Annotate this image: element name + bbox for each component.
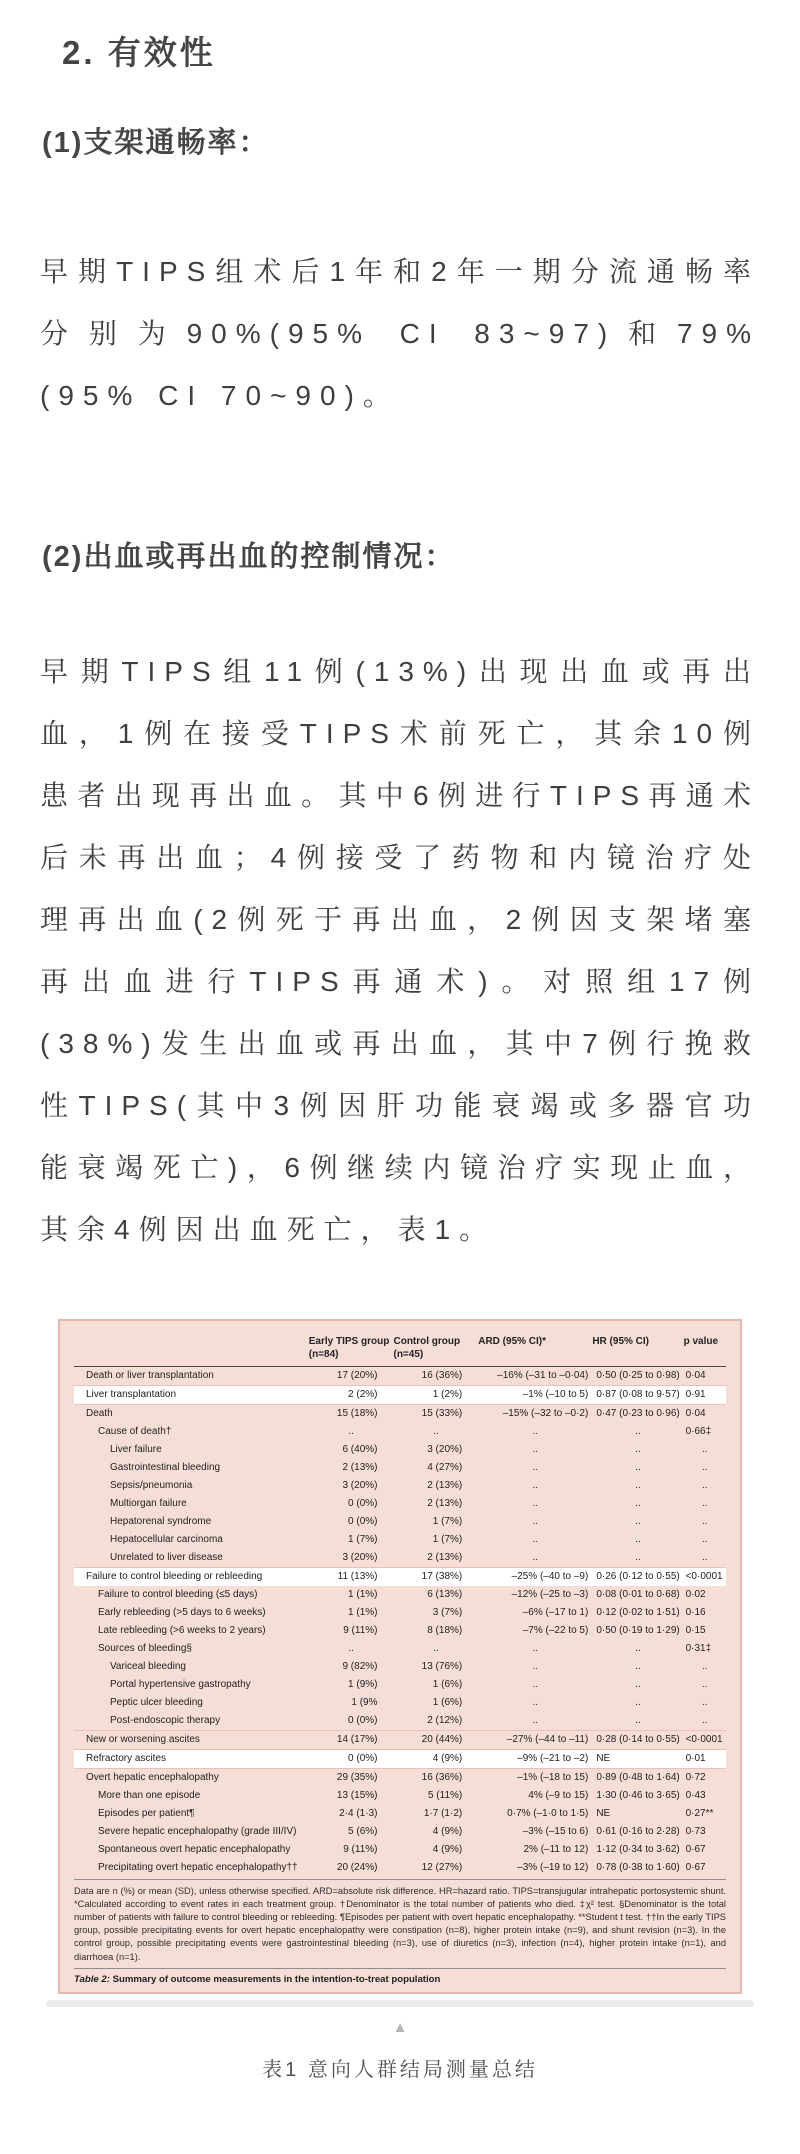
row-label: Precipitating overt hepatic encephalopathy†† [98,1862,298,1874]
table-row [74,1805,726,1823]
paragraph-bleeding-control: 早期TIPS组11例(13%)出现出血或再出血，1例在接受TIPS术前死亡，其余10例患者出现再出血。其中6例进行TIPS再通术后未再出血；4例接受了药物和内镜治疗处理再出血(2例死于再出血，2例因支架堵塞再出血进行TIPS再通术)。对照组17例(38%)发生出血或再出血，其中7例行挽救性TIPS(其中3例因肝功能衰竭或多器官功能衰竭死亡)，6例继续内镜治疗实现止血，其余4例因出血死亡，表1。 [40,656,760,1246]
table-row [74,1749,726,1768]
table-row [74,1622,726,1640]
table-cell: .. [635,1697,641,1709]
table-cell: .. [532,1426,539,1438]
table-cell: 0·27** [685,1808,714,1820]
table-cell: 0·66‡ [685,1426,712,1438]
table-cell: 0 (0%) [348,1516,378,1528]
row-label: Liver failure [110,1444,162,1456]
paragraph-patency: 早期TIPS组术后1年和2年一期分流通畅率分别为90%(95% CI 83~97)和79%(95% CI 70~90)。 [40,255,760,411]
table-cell: 0·72 [684,1768,726,1787]
table-cell: 0 (0%) [348,1715,378,1727]
table-cell: NE [596,1808,611,1820]
table-cell: 2 (13%) [427,1552,463,1564]
table-cell: 0·89 (0·48 to 1·64) [592,1768,683,1787]
table-cell: 1 (9%) [348,1679,378,1691]
table-cell: .. [702,1480,708,1492]
row-label: Unrelated to liver disease [110,1552,223,1564]
outcomes-table [74,1332,726,1877]
row-label: Severe hepatic encephalopathy (grade III/IV) [98,1826,297,1838]
row-label: Gastrointestinal bleeding [110,1462,221,1474]
table-cell: 6 (13%) [427,1589,463,1601]
table-cell: 4 (27%) [427,1462,463,1474]
table-cell: .. [635,1715,641,1727]
table-row [74,1567,726,1586]
table-row [74,1586,726,1604]
table-cell: .. [702,1444,708,1456]
table-cell: 15 (33%) [393,1404,478,1423]
table-cell: 12 (27%) [421,1862,463,1874]
row-label: Sepsis/pneumonia [110,1480,193,1492]
table-row [74,1859,726,1877]
table-cell: –1% (–10 to 5) [478,1385,592,1404]
table-row [74,1404,726,1423]
table-cell: .. [532,1516,539,1528]
table-cell: .. [635,1552,641,1564]
table-cell: 20 (24%) [336,1862,378,1874]
table-row [74,1423,726,1441]
table-cell: 13 (15%) [336,1790,378,1802]
col-header-3: ARD (95% CI)* [478,1332,592,1366]
table-cell: 14 (17%) [309,1730,394,1749]
col-header-1: Early TIPS group (n=84) [309,1332,394,1366]
table-cell: 0·67 [685,1844,706,1856]
row-label: More than one episode [98,1790,201,1802]
table-cell: 3 (20%) [342,1552,378,1564]
table-cell: .. [702,1534,708,1546]
table-cell: 2 (13%) [427,1480,463,1492]
table-cell: .. [702,1697,708,1709]
table-cell: 1·12 (0·34 to 3·62) [596,1844,680,1856]
table-cell: –7% (–22 to 5) [522,1625,589,1637]
table-cell: .. [348,1426,354,1438]
collapse-row [40,2019,760,2037]
table-number-label: Table 2: [74,1973,110,1985]
table-cell: .. [433,1643,439,1655]
row-label: Peptic ulcer bleeding [110,1697,203,1709]
table-cell: .. [702,1661,708,1673]
table-cell: –25% (–40 to –9) [478,1567,592,1586]
table-header-row [74,1332,726,1366]
table-cell: 9 (82%) [342,1661,378,1673]
table-cell: 4 (9%) [432,1826,463,1838]
table-cell: 5 (11%) [427,1790,463,1802]
table-cell: 17 (20%) [336,1370,378,1382]
table-cell: 4 (9%) [432,1844,463,1856]
table-cell: .. [635,1534,641,1546]
table-cell: .. [532,1697,539,1709]
table-cell: –12% (–25 to –3) [511,1589,589,1601]
table-cell: 0·12 (0·02 to 1·51) [596,1607,680,1619]
table-row [74,1787,726,1805]
table-cell: .. [702,1552,708,1564]
row-label: Spontaneous overt hepatic encephalopathy [98,1844,291,1856]
table-cell: <0·0001 [684,1730,726,1749]
table-cell: 0·31‡ [685,1643,712,1655]
table-cell: 11 (13%) [309,1567,394,1586]
table-row [74,1531,726,1549]
col-header-label [74,1332,309,1366]
table-cell: 0·87 (0·08 to 9·57) [592,1385,683,1404]
table-source-caption [74,1968,726,1992]
table-cell: 0·04 [684,1404,726,1423]
article [0,33,800,2082]
table-row [74,1823,726,1841]
row-label: Hepatocellular carcinoma [110,1534,223,1546]
table-cell: –3% (–15 to 6) [522,1826,589,1838]
table-cell: .. [433,1426,439,1438]
row-label: Death or liver transplantation [86,1370,214,1382]
table-row [74,1676,726,1694]
table-cell: 0·15 [685,1625,706,1637]
table-cell: 1 (6%) [432,1697,463,1709]
table-row [74,1549,726,1568]
row-label: Failure to control bleeding (≤5 days) [98,1589,258,1601]
row-label: Refractory ascites [74,1749,309,1768]
table-cell: 0·02 [685,1589,706,1601]
table-caption-text: Summary of outcome measurements in the intention-to-treat population [109,1973,441,1985]
table-cell: 2 (13%) [342,1462,378,1474]
table-cell: 0·50 (0·19 to 1·29) [596,1625,680,1637]
table-cell: 4% (–9 to 15) [528,1790,589,1802]
table-row [74,1477,726,1495]
table-cell: 5 (6%) [348,1826,378,1838]
table-cell: 0·43 [685,1790,706,1802]
section-title: 2. 有效性 [62,34,216,71]
row-label: Liver transplantation [74,1385,309,1404]
table-cell: .. [635,1516,641,1528]
row-label: Death [74,1404,309,1423]
table-cell: .. [532,1462,539,1474]
row-label: Cause of death† [98,1426,172,1438]
table-cell: –1% (–18 to 15) [478,1768,592,1787]
col-header-2: Control group (n=45) [393,1332,478,1366]
row-label: New or worsening ascites [74,1730,309,1749]
figure-caption: 表1 意向人群结局测量总结 [262,2058,538,2081]
table-cell: 16 (36%) [393,1768,478,1787]
table-cell: 6 (40%) [342,1444,378,1456]
table-cell: 0·50 (0·25 to 0·98) [596,1370,680,1382]
table-cell: 1 (7%) [432,1516,463,1528]
table-cell: 15 (18%) [309,1404,394,1423]
col-header-4: HR (95% CI) [592,1332,683,1366]
table-cell: .. [532,1480,539,1492]
table-row [74,1495,726,1513]
table-cell: .. [532,1679,539,1691]
table-row [74,1658,726,1676]
table-cell: 20 (44%) [393,1730,478,1749]
table-cell: .. [532,1715,539,1727]
table-cell: .. [532,1661,539,1673]
table-row [74,1604,726,1622]
table-cell: 1 (6%) [432,1679,463,1691]
table-cell: 9 (11%) [343,1844,378,1856]
table-cell: .. [702,1498,708,1510]
row-label: Overt hepatic encephalopathy [74,1768,309,1787]
row-label: Episodes per patient¶ [98,1808,195,1820]
row-label: Sources of bleeding§ [98,1643,192,1655]
table-cell: –15% (–32 to –0·2) [478,1404,592,1423]
table-cell: 13 (76%) [421,1661,463,1673]
table-row [74,1459,726,1477]
table-cell: .. [532,1552,539,1564]
table-cell: 17 (38%) [393,1567,478,1586]
table-cell: .. [532,1498,539,1510]
table-cell: 0·01 [684,1749,726,1768]
table-row [74,1513,726,1531]
table-row [74,1640,726,1658]
table-cell: 29 (35%) [309,1768,394,1787]
table-row [74,1712,726,1731]
table-cell: 9 (11%) [343,1625,378,1637]
table-cell: .. [635,1661,641,1673]
table-cell: 0·61 (0·16 to 2·28) [596,1826,680,1838]
table-cell: 2 (2%) [309,1385,394,1404]
table-cell: 1·7 (1·2) [423,1808,463,1820]
table-cell: 0 (0%) [348,1498,378,1510]
table-cell: .. [635,1444,641,1456]
table-cell: .. [702,1715,708,1727]
table-cell: 0·91 [684,1385,726,1404]
table-cell: 2% (–11 to 12) [523,1844,589,1856]
table-row [74,1694,726,1712]
table-cell: 1 (1%) [348,1589,378,1601]
table-cell: –27% (–44 to –11) [478,1730,592,1749]
subsection-title-1: (1)支架通畅率： [42,126,270,159]
row-label: Portal hypertensive gastropathy [110,1679,251,1691]
horizontal-scrollbar[interactable] [46,2000,754,2007]
table-row [74,1441,726,1459]
table-cell: 1 (1%) [348,1607,378,1619]
table-cell: –9% (–21 to –2) [478,1749,592,1768]
table-row [74,1385,726,1404]
table-cell: 1 (9% [351,1697,378,1709]
table-cell: .. [635,1426,641,1438]
table-cell: .. [532,1444,539,1456]
table-cell: 1 (7%) [432,1534,463,1546]
row-label: Hepatorenal syndrome [110,1516,212,1528]
table-cell: 2 (13%) [427,1498,463,1510]
table-cell: 0 (0%) [309,1749,394,1768]
table-cell: 0·16 [685,1607,706,1619]
table-cell: 16 (36%) [421,1370,463,1382]
table-row [74,1366,726,1385]
table-cell: .. [635,1643,641,1655]
table-footnote: Data are n (%) or mean (SD), unless otherwise specified. ARD=absolute risk difference. HR=hazard ratio. TIPS=transjugular intrahepatic portosystemic shunt. *Calculated according to event rates in each treatment group. †Denominator is the total number of patients who died. ‡χ² test. §Denominator is the total number of patients with failure to control bleeding or rebleeding. ¶Episodes per patient with overt hepatic encephalopathy. **Student t test. ††In the early TIPS group, possible precipitating events for overt hepatic encephalopathy were constipation (n=8), higher protein intake (n=9), and shunt revision (n=3). In the control group, possible precipitating events were gastrointestinal bleeding (n=3), use of diuretics (n=3), infection (n=4), higher protein intake (n=1), and diarrhoea (n=1). [74,1879,726,1968]
outcomes-table-panel [58,1319,742,1994]
table-cell: 3 (20%) [342,1480,378,1492]
table-cell: 0·7% (–1·0 to 1·5) [507,1808,589,1820]
table-cell: .. [702,1516,708,1528]
table-cell: 0·47 (0·23 to 0·96) [592,1404,683,1423]
table-cell: 1 (7%) [348,1534,378,1546]
table-cell: 4 (9%) [393,1749,478,1768]
row-label: Multiorgan failure [110,1498,187,1510]
table-cell: .. [635,1498,641,1510]
table-cell: 1·30 (0·46 to 3·65) [596,1790,680,1802]
table-cell: <0·0001 [684,1567,726,1586]
collapse-triangle-icon[interactable]: ▲ [392,2018,408,2036]
table-cell: –3% (–19 to 12) [517,1862,589,1874]
table-cell: .. [348,1643,354,1655]
row-label: Early rebleeding (>5 days to 6 weeks) [98,1607,266,1619]
table-cell: 1 (2%) [393,1385,478,1404]
table-cell: NE [592,1749,683,1768]
table-cell: –6% (–17 to 1) [522,1607,589,1619]
table-cell: 2·4 (1·3) [339,1808,378,1820]
row-label: Late rebleeding (>6 weeks to 2 years) [98,1625,266,1637]
table-cell: 3 (20%) [427,1444,463,1456]
row-label: Failure to control bleeding or rebleeding [74,1567,309,1586]
table-cell: .. [635,1462,641,1474]
table-cell: .. [635,1679,641,1691]
table-cell: 0·26 (0·12 to 0·55) [592,1567,683,1586]
table-cell: 2 (12%) [427,1715,463,1727]
subsection-title-2: (2)出血或再出血的控制情况： [42,540,456,573]
row-label: Post-endoscopic therapy [110,1715,221,1727]
row-label: Variceal bleeding [110,1661,186,1673]
table-row [74,1768,726,1787]
table-cell: 3 (7%) [432,1607,463,1619]
table-cell: 0·04 [685,1370,706,1382]
col-header-5: p value [684,1332,726,1366]
table-cell: .. [702,1462,708,1474]
table-cell: 0·08 (0·01 to 0·68) [596,1589,680,1601]
table-cell: 0·73 [685,1826,706,1838]
table-cell: .. [635,1480,641,1492]
table-row [74,1841,726,1859]
table-cell: –16% (–31 to –0·04) [497,1370,589,1382]
table-cell: 0·78 (0·38 to 1·60) [596,1862,680,1874]
table-cell: .. [532,1534,539,1546]
table-cell: 0·28 (0·14 to 0·55) [592,1730,683,1749]
table-cell: .. [702,1679,708,1691]
table-cell: 8 (18%) [427,1625,463,1637]
table-cell: 0·67 [685,1862,706,1874]
table-row [74,1730,726,1749]
table-cell: .. [532,1643,539,1655]
